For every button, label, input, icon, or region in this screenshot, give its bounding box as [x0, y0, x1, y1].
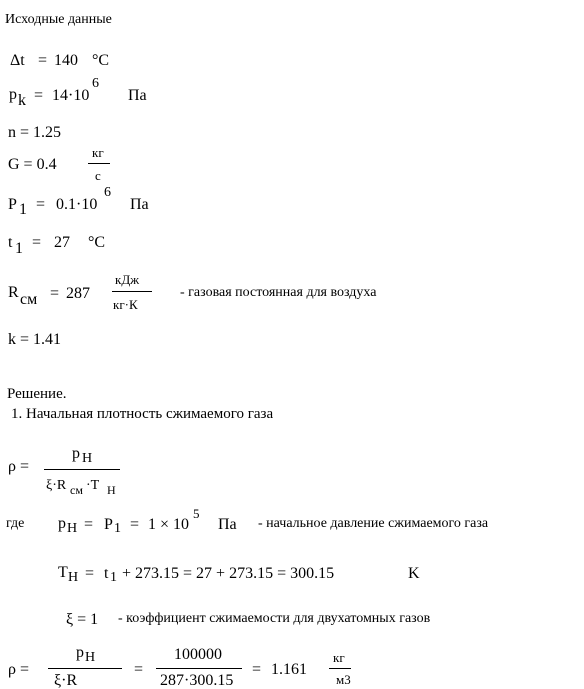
p1-equals: =	[36, 196, 46, 213]
n-line: n = 1.25	[8, 124, 62, 141]
rho-result-numerator-value: 100000	[174, 646, 222, 663]
rho-result-denominator-value: 287·300.15	[160, 672, 234, 689]
rho-result-fraction-bar-2	[156, 668, 242, 669]
rho-formula-denominator-a: ξ·R	[46, 478, 67, 493]
rho-result-value: 1.161	[271, 661, 307, 678]
rho-result-unit-denominator: м3	[336, 672, 351, 687]
g-unit-denominator: с	[95, 168, 101, 183]
g-fraction-bar	[88, 163, 110, 164]
pk-symbol: p	[9, 86, 17, 103]
pk-subscript: k	[18, 92, 26, 109]
p1-unit: Па	[130, 196, 149, 213]
rho-result-equals-2: =	[252, 661, 262, 678]
where-pn-subscript: Н	[67, 521, 78, 536]
where-tn-subscript: Н	[68, 570, 79, 585]
rho-result-fraction-bar-1	[48, 668, 122, 669]
rho-result-equals-1: =	[134, 661, 144, 678]
delta-t-unit: °C	[92, 52, 110, 69]
t1-value: 27	[54, 234, 70, 251]
rho-result-numerator-subscript: Н	[85, 650, 96, 665]
delta-t-symbol: Δt	[10, 52, 25, 69]
rsm-value: 287	[66, 285, 90, 302]
where-p1-equals: =	[130, 516, 140, 533]
rho-formula-denominator-subscript-1: см	[70, 483, 83, 497]
pk-unit: Па	[128, 87, 147, 104]
delta-t-equals: =	[38, 52, 48, 69]
section-heading: Исходные данные	[5, 12, 112, 27]
where-tn-equals: =	[85, 565, 95, 582]
g-unit-numerator: кг	[92, 145, 104, 160]
p1-subscript: 1	[19, 201, 27, 218]
rho-result-unit-bar	[329, 668, 351, 669]
rsm-subscript: см	[20, 291, 38, 308]
where-tn-unit: K	[408, 565, 420, 582]
t1-symbol: t	[8, 234, 13, 251]
pk-value: 14·10	[52, 87, 90, 104]
pk-exponent: 6	[92, 76, 99, 91]
where-tn-t-subscript: 1	[110, 570, 117, 585]
where-label: где	[6, 516, 25, 531]
where-pn-symbol: p	[58, 515, 66, 532]
where-pn-exponent: 5	[193, 506, 200, 521]
rho-result-denominator-1: ξ·R	[54, 672, 78, 689]
where-pn-equals: =	[84, 516, 94, 533]
rho-formula-denominator-b: ·T	[86, 478, 100, 493]
where-tn-expression: + 273.15 = 27 + 273.15 = 300.15	[122, 565, 335, 582]
step-1-title: 1. Начальная плотность сжимаемого газа	[11, 406, 274, 422]
rsm-note: - газовая постоянная для воздуха	[180, 285, 377, 300]
rho-result-unit-numerator: кг	[333, 650, 345, 665]
rho-formula-numerator-symbol: p	[72, 445, 80, 462]
t1-equals: =	[32, 234, 42, 251]
where-xi-note: - коэффициент сжимаемости для двухатомных газов	[118, 611, 431, 626]
rho-formula-denominator-subscript-2: Н	[107, 483, 116, 497]
where-tn-t-symbol: t	[104, 565, 109, 582]
where-p1-subscript: 1	[114, 521, 121, 536]
rsm-unit-numerator: кДж	[115, 272, 140, 287]
g-line: G = 0.4	[8, 156, 57, 173]
pk-equals: =	[34, 87, 44, 104]
rsm-fraction-bar	[112, 291, 152, 292]
k-line: k = 1.41	[8, 331, 62, 348]
where-pn-note: - начальное давление сжимаемого газа	[258, 516, 489, 531]
p1-exponent: 6	[104, 185, 111, 200]
delta-t-value: 140	[54, 52, 78, 69]
where-p1-symbol: P	[104, 516, 113, 533]
where-pn-unit: Па	[218, 516, 237, 533]
where-tn-symbol: T	[58, 564, 68, 581]
t1-subscript: 1	[15, 240, 23, 257]
t1-unit: °C	[88, 234, 106, 251]
solution-title: Решение.	[7, 386, 67, 402]
p1-symbol: P	[8, 196, 17, 213]
rho-result-lhs: ρ =	[8, 661, 30, 678]
rho-result-numerator-symbol: p	[76, 644, 84, 661]
rsm-equals: =	[50, 285, 60, 302]
rsm-symbol: R	[8, 284, 19, 301]
rsm-unit-denominator: кг·К	[113, 297, 138, 312]
where-xi-line: ξ = 1	[66, 611, 99, 628]
rho-formula-lhs: ρ =	[8, 458, 30, 475]
rho-formula-numerator-subscript: Н	[82, 451, 93, 466]
rho-formula-fraction-bar	[44, 469, 120, 470]
p1-value: 0.1·10	[56, 196, 98, 213]
where-pn-value: 1 × 10	[148, 516, 190, 533]
